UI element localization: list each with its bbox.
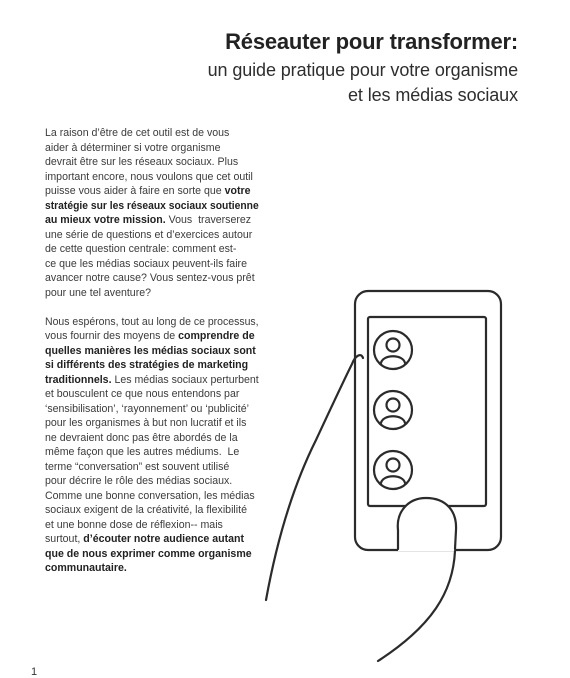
user-avatar-icon — [374, 331, 412, 369]
text-segment: terme “conversation” est souvent utilisé — [45, 460, 230, 473]
body-line — [45, 416, 246, 431]
body-line — [45, 184, 251, 199]
body-line — [45, 155, 238, 170]
text-segment: Nous espérons, tout au long de ce processus, — [45, 315, 259, 328]
body-line — [45, 402, 249, 417]
body-line — [45, 315, 259, 330]
text-segment: vous fournir des moyens de — [45, 330, 179, 342]
bold-text-segment: stratégie sur les réseaux sociaux soutienne — [45, 199, 259, 212]
body-line — [45, 271, 255, 286]
text-segment: devrait être sur les réseaux sociaux. Plus — [45, 156, 239, 168]
body-line — [45, 141, 220, 156]
text-segment: pour une tel aventure? — [45, 286, 152, 299]
phone-outline — [355, 291, 501, 550]
text-segment: important encore, nous voulons que cet outil — [45, 170, 253, 183]
body-line — [45, 126, 229, 141]
bold-text-segment: traditionnels. — [45, 373, 112, 386]
body-line — [45, 344, 256, 359]
body-line — [45, 373, 259, 388]
page-header — [208, 28, 518, 108]
text-segment: de cette question centrale: comment est- — [45, 243, 237, 255]
page-subtitle — [208, 58, 518, 108]
body-line — [45, 242, 236, 257]
text-segment: Comme une bonne conversation, les médias — [45, 489, 255, 502]
body-line — [45, 286, 151, 301]
body-line — [45, 547, 252, 562]
user-avatar-icon — [374, 391, 412, 429]
body-line — [45, 460, 229, 475]
body-line — [45, 445, 239, 460]
body-line — [45, 387, 239, 402]
body-line — [45, 329, 255, 344]
body-line — [45, 518, 223, 533]
hand-icon — [266, 355, 456, 661]
body-paragraph — [45, 126, 259, 300]
text-segment: avancer notre cause? Vous sentez-vous prêt — [45, 272, 255, 284]
text-segment: sociaux exigent de la créativité, la flexibilité — [45, 504, 247, 516]
text-segment: ce que les médias sociaux peuvent-ils faire — [45, 257, 247, 270]
subtitle-line: et les médias sociaux — [348, 85, 518, 105]
text-segment: surtout, — [45, 533, 84, 545]
body-line — [45, 358, 248, 373]
body-line — [45, 170, 253, 185]
bold-text-segment: si différents des stratégies de marketing — [45, 359, 249, 371]
body-line — [45, 561, 127, 576]
text-segment: pour décrire le rôle des médias sociaux. — [45, 475, 233, 487]
body-line — [45, 228, 252, 243]
body-line — [45, 532, 244, 547]
page-title: Réseauter pour transformer: — [225, 29, 518, 54]
page-number: 1 — [31, 666, 38, 678]
body-line — [45, 474, 232, 489]
subtitle-line: un guide pratique pour votre organisme — [207, 60, 518, 80]
bold-text-segment: que de nous exprimer comme organisme — [45, 547, 252, 560]
body-line — [45, 213, 251, 228]
text-segment: même façon que les autres médiums. Le — [45, 446, 240, 458]
body-text — [45, 126, 259, 590]
bold-text-segment: d’écouter notre audience autant — [83, 533, 244, 545]
text-segment: une série de questions et d’exercices autour — [45, 228, 253, 241]
phone-screen — [368, 317, 486, 506]
text-segment: Les médias sociaux perturbent — [111, 373, 259, 386]
body-line — [45, 503, 247, 518]
text-segment: ne devraient donc pas être abordés de la — [45, 431, 238, 444]
bold-text-segment: votre — [224, 185, 251, 197]
text-segment: puisse vous aider à faire en sorte que — [45, 185, 225, 197]
text-segment: pour les organismes à but non lucratif et ils — [45, 417, 247, 429]
body-line — [45, 257, 247, 272]
text-segment: Vous traverserez — [165, 214, 252, 226]
bold-text-segment: quelles manières les médias sociaux sont — [45, 344, 256, 357]
body-paragraph — [45, 315, 259, 576]
body-line — [45, 431, 238, 446]
text-segment: et bousculent ce que nous entendons par — [45, 388, 240, 400]
text-segment: ‘sensibilisation’, ‘rayonnement’ ou ‘publicité’ — [45, 402, 249, 415]
text-segment: et une bonne dose de réflexion-- mais — [45, 518, 223, 531]
bold-text-segment: communautaire. — [45, 562, 127, 574]
user-avatar-icon — [374, 451, 412, 489]
body-line — [45, 199, 259, 214]
text-segment: aider à déterminer si votre organisme — [45, 141, 221, 154]
bold-text-segment: au mieux votre mission. — [45, 214, 166, 226]
bold-text-segment: comprendre de — [178, 330, 255, 342]
body-line — [45, 489, 255, 504]
text-segment: La raison d’être de cet outil est de vous — [45, 127, 230, 139]
